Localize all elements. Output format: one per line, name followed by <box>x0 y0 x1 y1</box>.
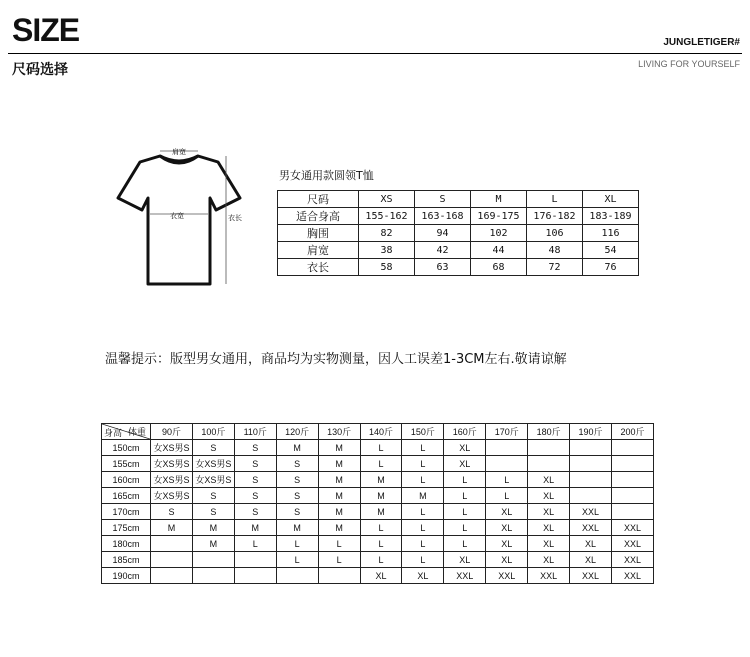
table-row <box>102 440 654 456</box>
size-cell: M <box>276 440 318 456</box>
table-row <box>102 520 654 536</box>
size-cell: L <box>402 440 444 456</box>
table-header-row <box>278 191 639 208</box>
size-cell: L <box>402 456 444 472</box>
size-cell: M <box>234 520 276 536</box>
brand-name: JUNGLETIGER# <box>663 37 740 48</box>
size-cell <box>611 440 653 456</box>
size-cell: XL <box>486 536 528 552</box>
table-cell: 44 <box>471 242 527 259</box>
size-cell: S <box>234 456 276 472</box>
size-cell: L <box>486 472 528 488</box>
size-cell: XL <box>444 552 486 568</box>
table-cell: 155-162 <box>359 208 415 225</box>
size-cell <box>611 456 653 472</box>
size-cell: XL <box>486 520 528 536</box>
size-cell <box>528 440 570 456</box>
size-cell: L <box>360 536 402 552</box>
height-header: 165cm <box>102 488 151 504</box>
height-axis-label: 身高 <box>104 428 123 438</box>
size-cell: XXL <box>444 568 486 584</box>
size-cell <box>611 504 653 520</box>
table-row <box>278 225 639 242</box>
size-cell: L <box>276 536 318 552</box>
table-cell: 82 <box>359 225 415 242</box>
size-cell: L <box>360 440 402 456</box>
size-cell: M <box>360 504 402 520</box>
weight-header: 160斤 <box>444 424 486 440</box>
table-header-row <box>102 424 654 440</box>
size-cell: XXL <box>570 568 612 584</box>
size-cell: S <box>151 504 193 520</box>
size-cell: XXL <box>611 568 653 584</box>
shoulder-label: 肩宽 <box>172 148 186 156</box>
size-cell: 女XS男S <box>192 472 234 488</box>
table-cell: 48 <box>527 242 583 259</box>
size-cell: XXL <box>570 520 612 536</box>
table-cell: 183-189 <box>583 208 639 225</box>
size-cell: M <box>402 488 444 504</box>
tshirt-diagram <box>112 142 247 287</box>
table-cell: 42 <box>415 242 471 259</box>
size-cell: 女XS男S <box>192 456 234 472</box>
table-row <box>102 488 654 504</box>
size-cell: S <box>276 488 318 504</box>
corner-header <box>102 424 151 440</box>
size-cell: L <box>234 536 276 552</box>
height-header: 175cm <box>102 520 151 536</box>
table-cell: 106 <box>527 225 583 242</box>
size-cell: M <box>192 520 234 536</box>
table-cell: 63 <box>415 259 471 276</box>
row-header: 衣长 <box>278 259 359 276</box>
size-cell: L <box>402 504 444 520</box>
height-header: 185cm <box>102 552 151 568</box>
table-cell: 102 <box>471 225 527 242</box>
size-cell <box>570 488 612 504</box>
size-cell: XL <box>570 536 612 552</box>
row-header: 适合身高 <box>278 208 359 225</box>
table-row <box>278 208 639 225</box>
size-cell: L <box>360 456 402 472</box>
table-row <box>102 536 654 552</box>
size-cell: XL <box>528 504 570 520</box>
size-cell: L <box>402 520 444 536</box>
size-cell: 女XS男S <box>151 488 193 504</box>
weight-header: 180斤 <box>528 424 570 440</box>
size-cell: L <box>360 520 402 536</box>
height-header: 155cm <box>102 456 151 472</box>
size-cell: M <box>318 472 360 488</box>
size-cell <box>234 568 276 584</box>
size-cell: XL <box>444 440 486 456</box>
size-cell: L <box>402 552 444 568</box>
size-cell: M <box>192 536 234 552</box>
size-header: S <box>415 191 471 208</box>
size-header: M <box>471 191 527 208</box>
length-label: 衣长 <box>228 214 242 222</box>
size-cell: L <box>276 552 318 568</box>
weight-height-table <box>101 423 654 584</box>
size-cell <box>318 568 360 584</box>
table-cell: 76 <box>583 259 639 276</box>
size-cell: XXL <box>611 520 653 536</box>
size-cell: L <box>402 472 444 488</box>
size-cell: XXL <box>611 536 653 552</box>
table-row <box>102 568 654 584</box>
weight-header: 130斤 <box>318 424 360 440</box>
size-cell: S <box>234 504 276 520</box>
size-header: XS <box>359 191 415 208</box>
size-cell <box>151 552 193 568</box>
table-row <box>278 242 639 259</box>
table-cell: 116 <box>583 225 639 242</box>
size-cell <box>151 568 193 584</box>
table-cell: 54 <box>583 242 639 259</box>
size-cell: XL <box>528 552 570 568</box>
table-cell: 72 <box>527 259 583 276</box>
size-cell: S <box>276 504 318 520</box>
weight-header: 200斤 <box>611 424 653 440</box>
table-cell: 68 <box>471 259 527 276</box>
table-cell: 94 <box>415 225 471 242</box>
size-cell: L <box>318 552 360 568</box>
size-cell <box>486 440 528 456</box>
height-header: 160cm <box>102 472 151 488</box>
tshirt-outline <box>118 156 240 284</box>
size-cell: S <box>234 488 276 504</box>
size-cell: XXL <box>611 552 653 568</box>
chest-label: 衣宽 <box>170 212 184 220</box>
size-cell <box>570 440 612 456</box>
size-cell: XL <box>528 520 570 536</box>
height-header: 150cm <box>102 440 151 456</box>
table-row <box>102 552 654 568</box>
size-cell: M <box>276 520 318 536</box>
size-cell: XXL <box>486 568 528 584</box>
size-tip: 温馨提示：版型男女通用，商品均为实物测量，因人工误差1-3CM左右.敬请谅解 <box>105 352 567 367</box>
size-cell: L <box>444 520 486 536</box>
weight-header: 170斤 <box>486 424 528 440</box>
size-cell: S <box>192 504 234 520</box>
table-row <box>102 504 654 520</box>
page-title: SIZE <box>12 12 80 48</box>
height-header: 180cm <box>102 536 151 552</box>
size-cell: M <box>360 488 402 504</box>
size-cell <box>570 456 612 472</box>
size-cell <box>611 488 653 504</box>
measurement-table <box>277 190 639 276</box>
header-divider <box>8 53 742 54</box>
size-cell: M <box>360 472 402 488</box>
size-cell: M <box>318 456 360 472</box>
weight-header: 120斤 <box>276 424 318 440</box>
size-cell: M <box>318 440 360 456</box>
size-cell: S <box>234 440 276 456</box>
size-cell: M <box>318 504 360 520</box>
size-cell: L <box>444 504 486 520</box>
size-cell: XL <box>528 488 570 504</box>
size-cell: XL <box>444 456 486 472</box>
table-row <box>278 259 639 276</box>
size-cell: XL <box>486 552 528 568</box>
row-header: 肩宽 <box>278 242 359 259</box>
size-cell: M <box>318 488 360 504</box>
size-cell <box>192 552 234 568</box>
table-cell: 38 <box>359 242 415 259</box>
size-cell: 女XS男S <box>151 440 193 456</box>
size-cell: 女XS男S <box>151 472 193 488</box>
size-cell: XL <box>360 568 402 584</box>
height-header: 190cm <box>102 568 151 584</box>
size-cell: L <box>402 536 444 552</box>
size-cell <box>192 568 234 584</box>
table-cell: 58 <box>359 259 415 276</box>
table-cell: 163-168 <box>415 208 471 225</box>
size-cell: M <box>318 520 360 536</box>
weight-header: 90斤 <box>151 424 193 440</box>
size-cell: XL <box>570 552 612 568</box>
column-header: 尺码 <box>278 191 359 208</box>
size-cell: XL <box>528 472 570 488</box>
weight-header: 100斤 <box>192 424 234 440</box>
size-cell: L <box>444 488 486 504</box>
height-header: 170cm <box>102 504 151 520</box>
size-cell: S <box>192 440 234 456</box>
weight-header: 150斤 <box>402 424 444 440</box>
brand-tagline: LIVING FOR YOURSELF <box>638 59 740 69</box>
size-cell <box>570 472 612 488</box>
size-header: L <box>527 191 583 208</box>
size-cell: XL <box>528 536 570 552</box>
size-cell: L <box>444 536 486 552</box>
table-row <box>102 456 654 472</box>
size-cell: L <box>486 488 528 504</box>
size-cell: XL <box>402 568 444 584</box>
size-cell: S <box>234 472 276 488</box>
measure-table-title: 男女通用款圆领T恤 <box>279 169 374 182</box>
size-cell <box>486 456 528 472</box>
size-cell <box>151 536 193 552</box>
size-cell: S <box>192 488 234 504</box>
size-cell <box>276 568 318 584</box>
size-cell: M <box>151 520 193 536</box>
size-cell <box>611 472 653 488</box>
size-cell <box>528 456 570 472</box>
size-cell: L <box>360 552 402 568</box>
weight-axis-label: 体重 <box>127 427 146 437</box>
size-cell: S <box>276 456 318 472</box>
weight-header: 140斤 <box>360 424 402 440</box>
table-row <box>102 472 654 488</box>
size-cell: L <box>318 536 360 552</box>
page-subtitle: 尺码选择 <box>12 62 68 78</box>
size-cell: S <box>276 472 318 488</box>
weight-header: 110斤 <box>234 424 276 440</box>
size-cell: XXL <box>528 568 570 584</box>
size-cell: XL <box>486 504 528 520</box>
row-header: 胸围 <box>278 225 359 242</box>
size-cell <box>234 552 276 568</box>
size-cell: 女XS男S <box>151 456 193 472</box>
weight-header: 190斤 <box>570 424 612 440</box>
size-cell: XXL <box>570 504 612 520</box>
table-cell: 176-182 <box>527 208 583 225</box>
size-header: XL <box>583 191 639 208</box>
table-cell: 169-175 <box>471 208 527 225</box>
size-cell: L <box>444 472 486 488</box>
